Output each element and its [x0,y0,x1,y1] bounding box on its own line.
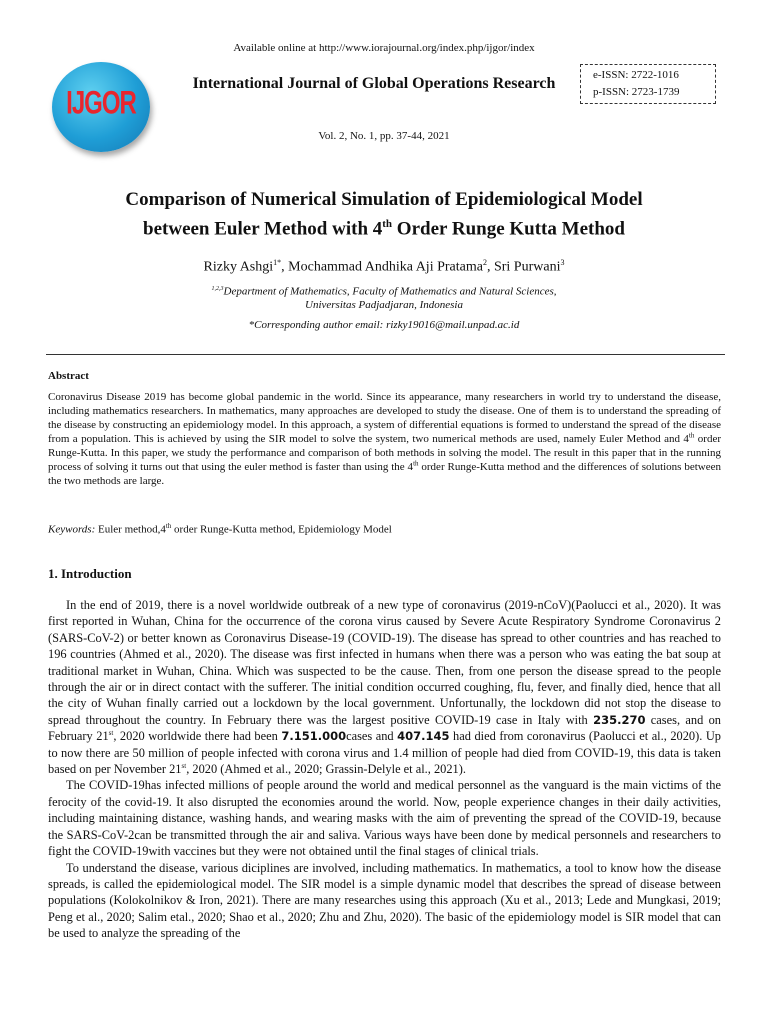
corresponding-author: *Corresponding author email: rizky19016@mail.unpad.ac.id [248,319,520,331]
affiliation: $^{1,2,3}$Department of Mathematics, Faculty of Mathematics and Natural Sciences, Universitas Padjadjaran, Indonesia [211,285,557,311]
section-heading-introduction: 1. Introduction [48,566,132,581]
paragraph: In the end of 2019, there is a novel worldwide outbreak of a new type of coronavirus (2019-nCoV)(Paolucci et al., 2020). It was first reported in Wuhan, China for the occurrence of the corona virus caused by Severe Acute Respiratory Syndrome Coronavirus 2 (SARS-CoV-2) or better known as Coronavirus Disease-19 (COVID-19). The disease has spread to other countries and has reached to 196 countries (Ahmed et al., 2020). The disease was first infected in humans when there was a person who was eating the bat soup at traditional market in Wuhan, China. Which was suspected to be the cause. Then, from one person the disease spread to the people through the air or in direct contact with the sufferer. The initial condition occurred coughing, flu, fever, and finally died, hence that all the city of Wuhan finally carried out a lockdown by the local government. Unfortunally, the lockdown did not stop the disease to spread throughout the country. In February there was the largest positive COVID-19 case in Italy with 235.270 cases, and on February 21st, 2020 worldwide there had been 7.151.000cases and 407.145 had died from coronavirus (Paolucci et al., 2020). Up to now there are 50 million of people infected with corona virus and 1.4 million of people had died from COVID-19, this data is taken based on per November 21st, 2020 (Ahmed et al., 2020; Grassin-Delyle et al., 2021). [48,598,722,777]
availability-line: Available online at http://www.iorajournal.org/index.php/ijgor/index [233,42,535,54]
keywords: Keywords: Euler method,4th order Runge-Kutta method, Epidemiology Model [48,522,392,536]
introduction-body [48,597,721,942]
author-name: Rizky Ashgi [203,259,274,275]
author-list: Rizky Ashgi$^{1*}$, Mochammad Andhika Aji Pratama$^2$, Sri Purwani$^3$ [203,258,565,275]
header-divider [46,354,725,355]
author-name: , Sri Purwani [486,259,561,275]
abstract-heading: Abstract [48,370,89,382]
journal-name: International Journal of Global Operations Research [192,75,556,92]
issn-box [580,64,716,104]
paragraph: To understand the disease, various diciplines are involved, including mathematics. In mathematics, a tool to know how the disease spreads, is called the epidemiological model. The SIR model is a simple dynamic model that describes the spread of disease between populations (Kolokolnikov & Iron, 2021). There are many researches using this approach (Xu et al., 2013; Lede and Mungkasi, 2019; Peng et al., 2020; Salim etal., 2020; Shao et al., 2020; Zhu and Zhu, 2020). The basic of the epidemiology model is SIR model that can be used to analyze the spreading of the [48,860,721,941]
title-line-1: Comparison of Numerical Simulation of Epidemiological Model [125,189,643,210]
abstract-text: Coronavirus Disease 2019 has become global pandemic in the world. Since its appearance, many researchers in world try to understand the disease, including mathematics researchers. In mathematics, many approaches are developed to study the disease. One of them is to understand the spreading of the disease by constructing an epidemiology model. In this approach, a system of differential equations is formed to understand the spread of the disease from a population. This is achieved by using the SIR model to solve the system, two numerical methods are used, namely Euler Method and 4th order Runge-Kutta. In this paper, we study the performance and comparison of both methods in solving the model. The result in this paper that in the running process of solving it turns out that using the euler method is faster than using the 4th order Runge-Kutta method and the differences of solutions between the two methods are large. [48,391,721,487]
volume-info: Vol. 2, No. 1, pp. 37-44, 2021 [318,130,450,142]
eissn: e-ISSN: 2722-1016 [593,69,679,81]
paper-title [40,188,728,241]
paragraph: The COVID-19has infected millions of people around the world and medical personnel as the vanguard is the main victims of the ferocity of the covid-19. It also disrupted the economies around the world. Now, people experience changes in their daily activities, including maintaining distance, washing hands, and wearing masks with the aim of preventing the spread of the COVID-19, because the SARS-CoV-2can be transmitted through the air and saliva. Various ways have been done by medical personnels and researchers to fight the COVID-19with vaccines but they were not obtained until the final stages of clinical trials. [48,778,721,859]
title-line-2: between Euler Method with 4th Order Runge Kutta Method [143,218,625,240]
pissn: p-ISSN: 2723-1739 [593,86,680,98]
author-name: , Mochammad Andhika Aji Pratama [281,259,483,275]
logo-text: IJGOR [66,85,136,122]
